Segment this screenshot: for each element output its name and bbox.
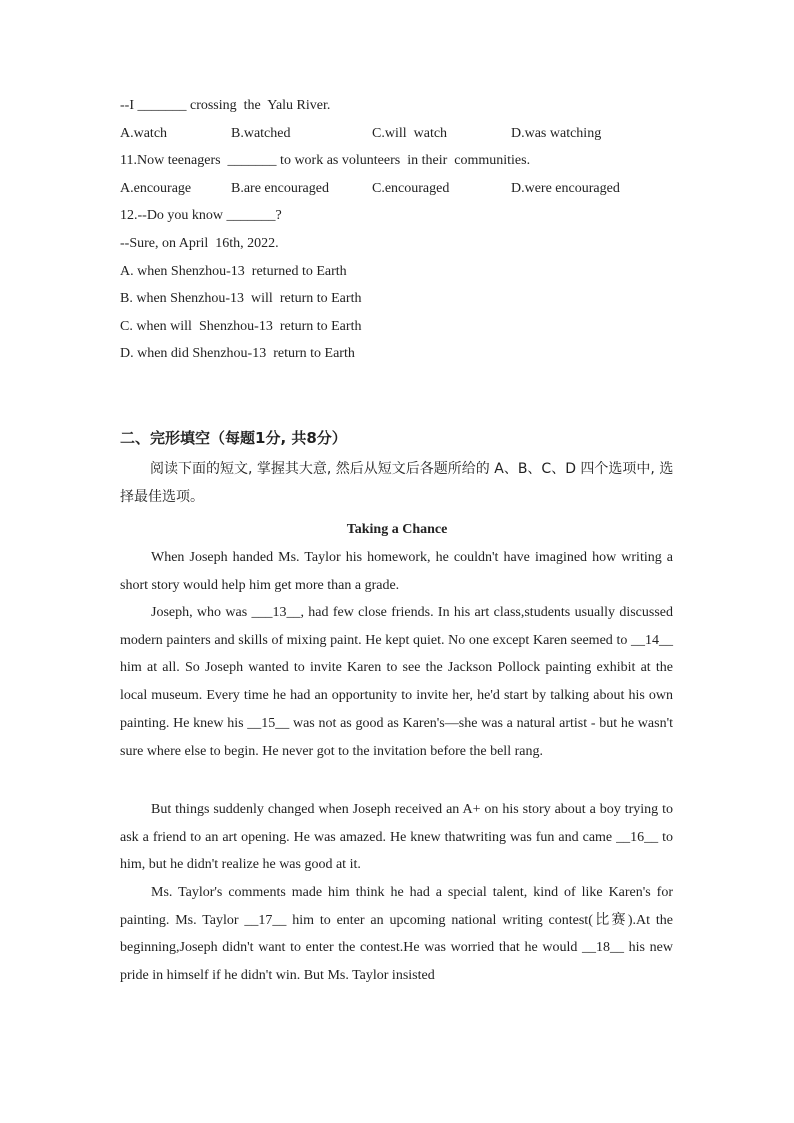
section-heading: 二、完形填空（每题1分, 共8分） [120,429,347,447]
q11-option-b[interactable]: B.are encouraged [231,181,329,196]
passage-paragraph-2: Joseph, who was ___13__, had few close friends. In his art class,students usually discussed modern painters and skills of mixing paint. He kept quiet. No one except Karen seemed to __14__ him at all. So Joseph wanted to invite Karen to see the Jackson Pollock painting exhibit at the local museum. Every time he had an opportunity to invite her, he'd start by talking about his own painting. He knew his __15__ was not as good as Karen's—she was a natural artist - but he wasn't sure where else to begin. He never got to the invitation before the bell rang. [120,605,673,759]
q11-option-d[interactable]: D.were encouraged [511,181,620,196]
q10-option-b[interactable]: B.watched [231,126,291,141]
passage-paragraph-3: But things suddenly changed when Joseph received an A+ on his story about a boy trying to ask a friend to an art opening. He was amazed. He knew thatwriting was fun and came __16__ to him, but he didn't realize he was good at it. [120,802,673,873]
passage-paragraph-1: When Joseph handed Ms. Taylor his homework, he couldn't have imagined how writing a short story would help him get more than a grade. [120,550,673,593]
q11-option-c[interactable]: C.encouraged [372,181,450,196]
q10-option-d[interactable]: D.was watching [511,126,602,141]
passage-paragraph-4: Ms. Taylor's comments made him think he had a special talent, kind of like Karen's for painting. Ms. Taylor __17__ him to enter an upcoming national writing contest(比赛).At the beginning,Joseph didn't want to enter the contest.He was worried that he would __18__ his new pride in himself if he didn't win. But Ms. Taylor insisted [120,885,673,984]
q12-option-c[interactable]: C. when will Shenzhou-13 return to Earth [120,319,362,334]
q12-option-d[interactable]: D. when did Shenzhou-13 return to Earth [120,346,355,361]
q11-stem: 11.Now teenagers _______ to work as volunteers in their communities. [120,153,531,168]
q12-option-a[interactable]: A. when Shenzhou-13 returned to Earth [120,264,347,279]
passage-title: Taking a Chance [346,522,448,537]
q11-option-a[interactable]: A.encourage [120,181,192,196]
q10-option-a[interactable]: A.watch [120,126,168,141]
q10-option-c[interactable]: C.will watch [372,126,448,141]
q12-option-b[interactable]: B. when Shenzhou-13 will return to Earth [120,291,362,306]
section-instruction: 阅读下面的短文, 掌握其大意, 然后从短文后各题所给的 A、B、C、D 四个选项中, 选择最佳选项。 [120,461,674,505]
q12-stem: 12.--Do you know _______? [120,208,282,223]
q12-answer-line: --Sure, on April 16th, 2022. [120,236,279,251]
q10-answer-line: --I _______ crossing the Yalu River. [120,98,331,113]
